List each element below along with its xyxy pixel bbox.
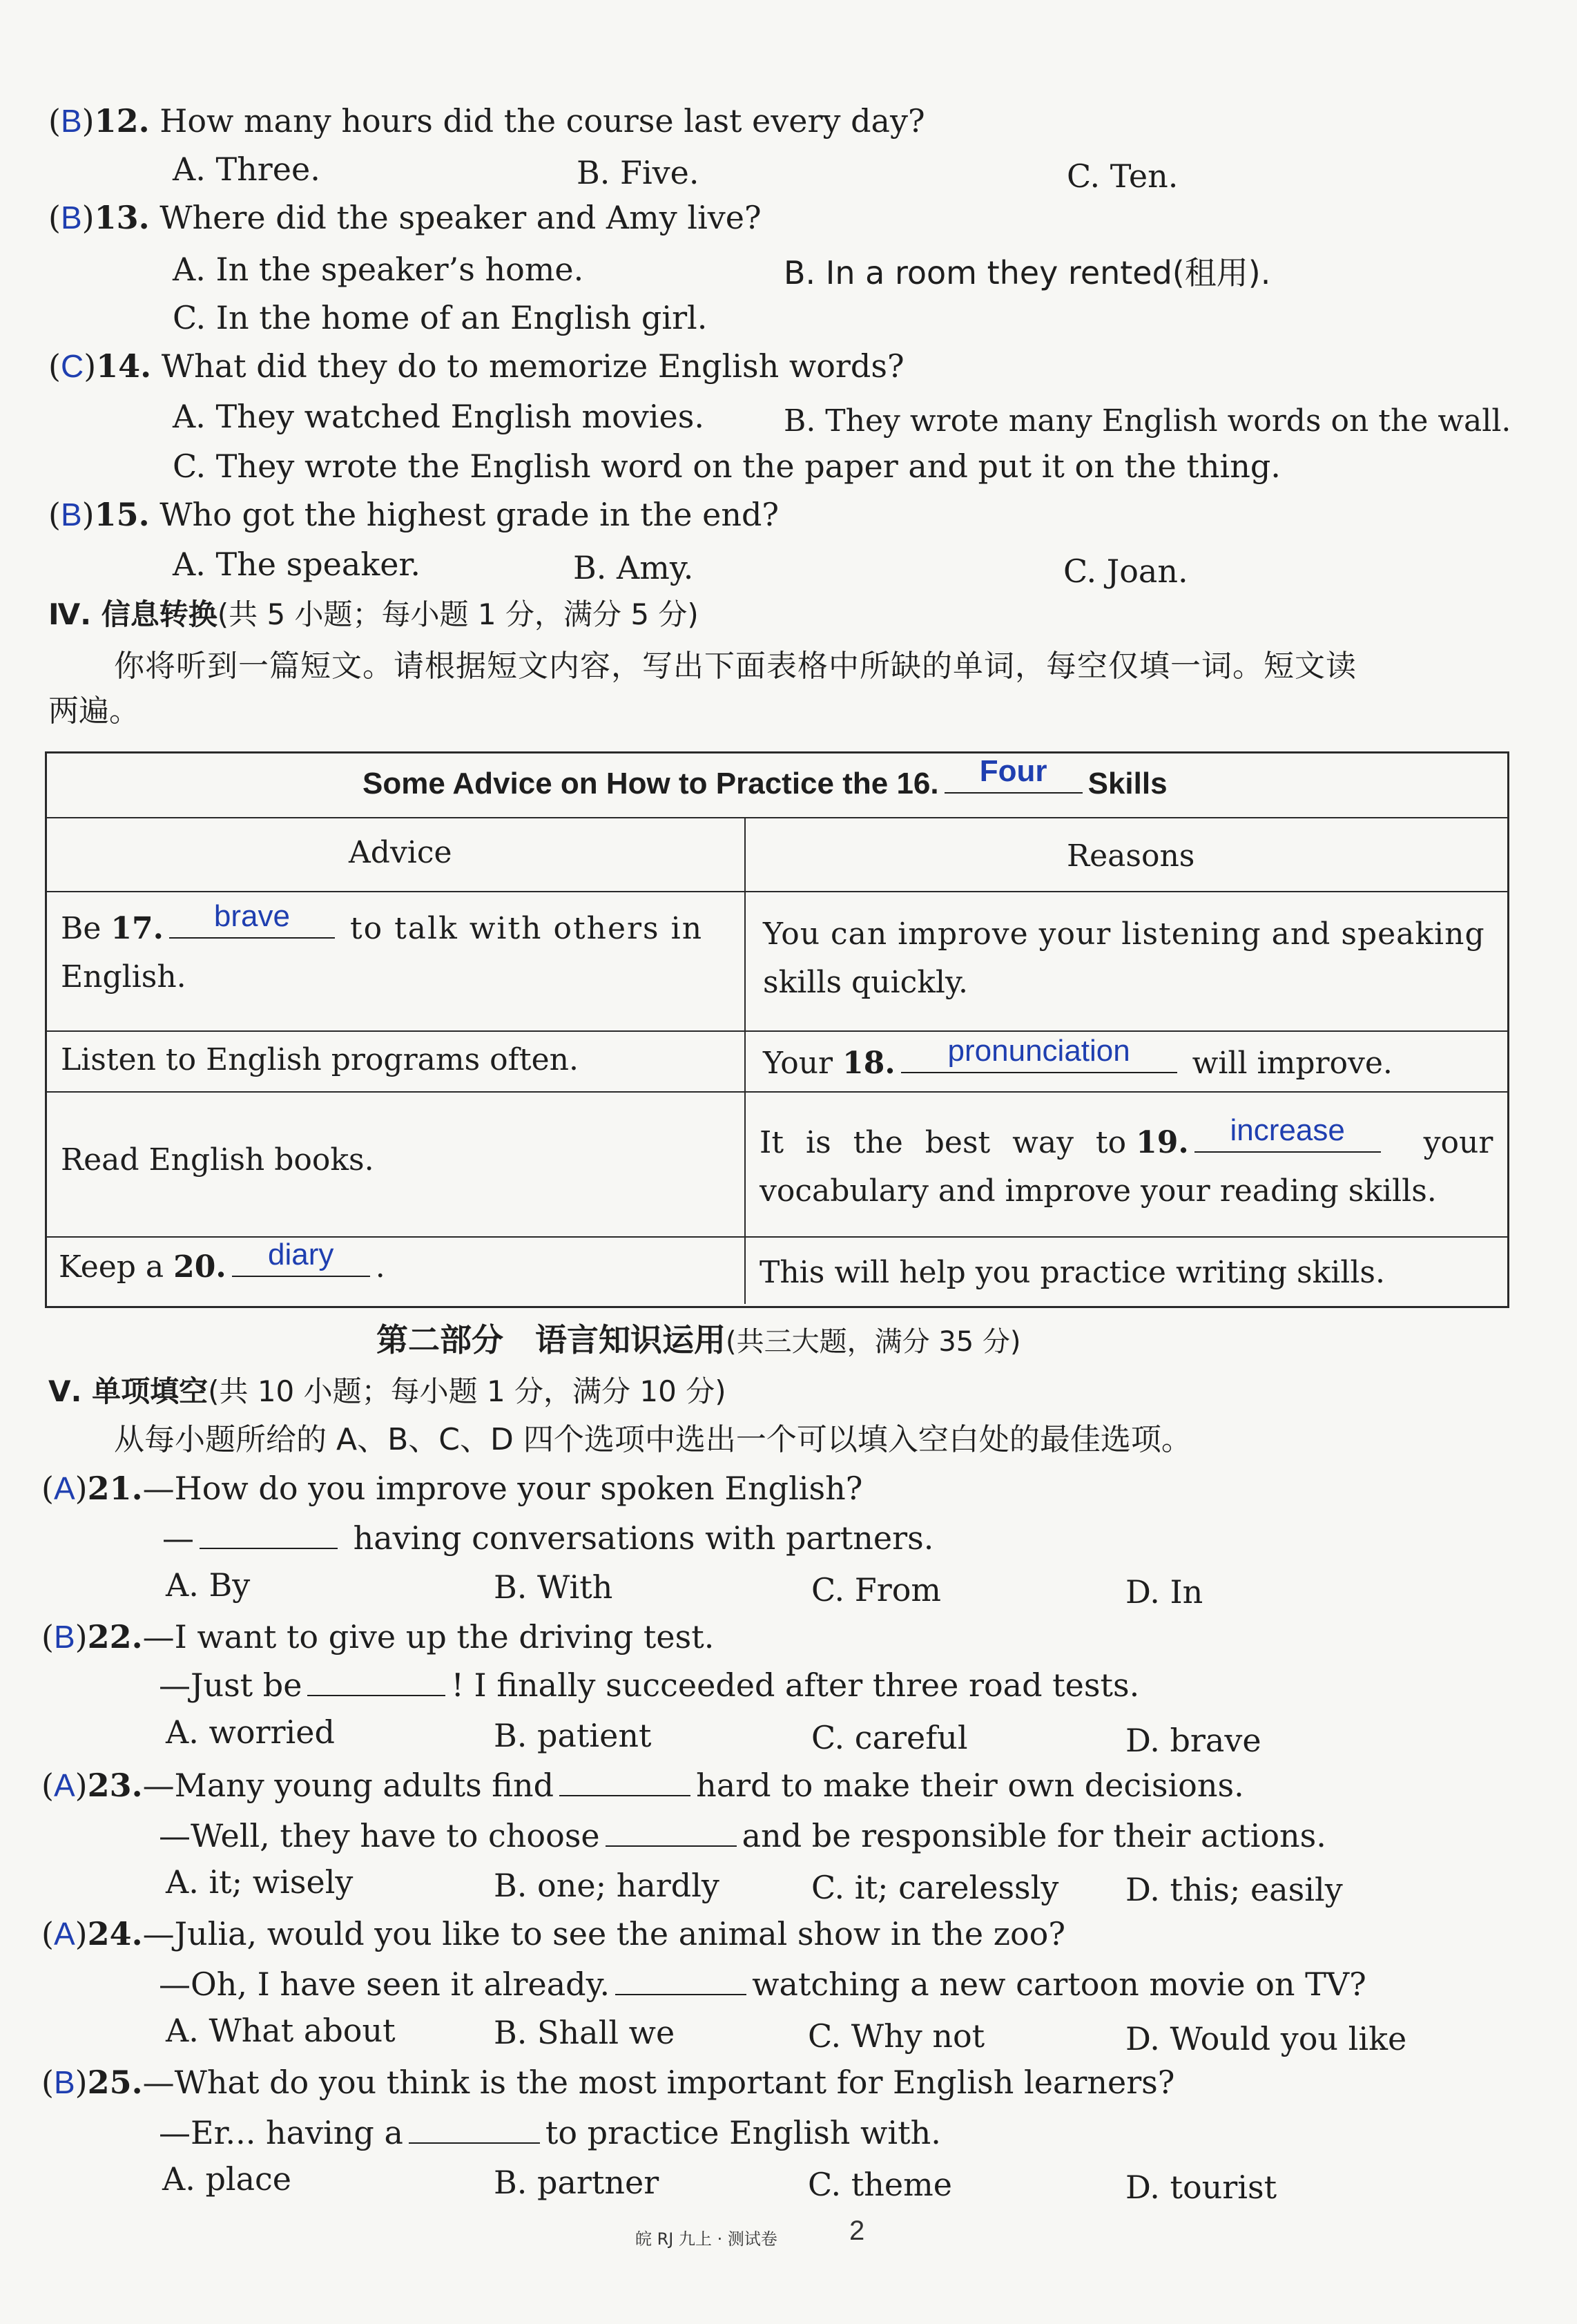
option-b: B. In a room they rented(租用). bbox=[784, 254, 1271, 291]
option-d: D. brave bbox=[1125, 1722, 1261, 1759]
question-text: —How do you improve your spoken English? bbox=[142, 1470, 863, 1507]
row3-advice: Read English books. bbox=[61, 1142, 374, 1178]
row1-advice-cont: English. bbox=[61, 959, 186, 995]
question-23-reply bbox=[159, 1815, 1326, 1856]
option-b: B. one; hardly bbox=[494, 1867, 719, 1904]
row2-advice: Listen to English programs often. bbox=[61, 1042, 579, 1077]
part-title: 第二部分 语言知识运用 bbox=[376, 1321, 726, 1358]
answer-17: brave bbox=[213, 899, 290, 933]
question-number: 23. bbox=[87, 1767, 143, 1804]
question-text: —Many young adults find bbox=[142, 1767, 554, 1804]
question-text: —I want to give up the driving test. bbox=[142, 1618, 715, 1655]
answer-16: Four bbox=[979, 754, 1047, 788]
section-5-heading bbox=[48, 1371, 726, 1412]
table-divider bbox=[45, 1091, 1507, 1093]
question-text: —Oh, I have seen it already. bbox=[159, 1966, 610, 2003]
answer-15: B bbox=[60, 497, 82, 532]
option-a: A. They watched English movies. bbox=[173, 398, 704, 435]
row1-advice bbox=[61, 899, 704, 953]
question-text: having conversations with partners. bbox=[353, 1519, 934, 1557]
question-15: (B)15. Who got the highest grade in the end? bbox=[48, 496, 780, 533]
option-d: D. Would you like bbox=[1125, 2020, 1407, 2057]
section-5-instruction: 从每小题所给的 A、B、C、D 四个选项中选出一个可以填入空白处的最佳选项。 bbox=[114, 1422, 1192, 1457]
option-b: B. With bbox=[494, 1568, 613, 1606]
question-number: 13. bbox=[94, 199, 150, 236]
table-title-text: Skills bbox=[1087, 767, 1168, 800]
question-text: and be responsible for their actions. bbox=[742, 1817, 1326, 1854]
column-header-reasons: Reasons bbox=[1067, 838, 1195, 874]
question-text: Who got the highest grade in the end? bbox=[159, 496, 780, 533]
row1-reason-cont: skills quickly. bbox=[763, 965, 968, 1000]
answer-20: diary bbox=[268, 1238, 334, 1271]
question-21: (A)21.—How do you improve your spoken English? bbox=[41, 1470, 863, 1507]
cell-text: Your bbox=[763, 1046, 833, 1081]
footer-label: 皖 RJ 九上 · 测试卷 bbox=[635, 2229, 777, 2249]
question-text: —Er... having a bbox=[159, 2114, 403, 2151]
cell-text: . bbox=[375, 1249, 385, 1285]
question-text: What did they do to memorize English words? bbox=[161, 347, 904, 385]
table-title-text: Some Advice on How to Practice the 16. bbox=[362, 767, 939, 800]
answer-22: B bbox=[53, 1619, 75, 1655]
question-number: 12. bbox=[94, 102, 150, 140]
answer-25: B bbox=[53, 2064, 75, 2100]
question-14: (C)14. What did they do to memorize English words? bbox=[48, 347, 904, 385]
table-title bbox=[362, 754, 1168, 808]
question-25: (B)25.—What do you think is the most important for English learners? bbox=[41, 2064, 1175, 2101]
row4-reason: This will help you practice writing skills. bbox=[760, 1255, 1385, 1290]
column-header-advice: Advice bbox=[349, 835, 452, 870]
option-b: B. Shall we bbox=[494, 2014, 675, 2051]
advice-table bbox=[45, 751, 1509, 1308]
row3-reason-cont: vocabulary and improve your reading skills. bbox=[760, 1173, 1437, 1209]
option-a: A. worried bbox=[166, 1713, 335, 1751]
answer-24: A bbox=[53, 1916, 75, 1952]
option-b: B. They wrote many English words on the wall. bbox=[784, 403, 1511, 439]
option-c: C. They wrote the English word on the paper and put it on the thing. bbox=[173, 448, 1281, 485]
answer-21: A bbox=[53, 1470, 75, 1506]
blank-number: 19. bbox=[1136, 1125, 1189, 1160]
question-number: 25. bbox=[87, 2064, 143, 2101]
blank-number: 18. bbox=[842, 1046, 896, 1081]
section-4-instruction: 你将听到一篇短文。请根据短文内容，写出下面表格中所缺的单词，每空仅填一词。短文读 bbox=[114, 649, 1357, 684]
question-text: —Julia, would you like to see the animal show in the zoo? bbox=[142, 1915, 1066, 1952]
option-a: A. it; wisely bbox=[166, 1863, 354, 1901]
question-text: ! I finally succeeded after three road tests. bbox=[451, 1667, 1140, 1704]
question-number: 14. bbox=[96, 347, 152, 385]
part-2-heading bbox=[376, 1319, 1021, 1363]
question-22: (B)22.—I want to give up the driving test. bbox=[41, 1618, 715, 1655]
question-number: 24. bbox=[87, 1915, 143, 1952]
row4-advice bbox=[59, 1238, 385, 1291]
row2-reason bbox=[763, 1034, 1393, 1088]
question-25-reply bbox=[159, 2112, 941, 2153]
option-b: B. patient bbox=[494, 1717, 652, 1754]
question-number: 21. bbox=[87, 1470, 143, 1507]
option-d: D. this; easily bbox=[1125, 1871, 1343, 1908]
answer-12: B bbox=[60, 103, 82, 139]
table-divider bbox=[45, 1030, 1507, 1032]
option-a: A. By bbox=[166, 1566, 251, 1604]
option-c: C. From bbox=[811, 1571, 942, 1608]
option-a: A. In the speaker’s home. bbox=[173, 251, 584, 288]
option-c: C. careful bbox=[811, 1719, 968, 1756]
question-13: (B)13. Where did the speaker and Amy live? bbox=[48, 199, 762, 236]
blank-number: 17. bbox=[110, 911, 164, 946]
answer-14: C bbox=[60, 348, 84, 384]
option-c: C. it; carelessly bbox=[811, 1869, 1059, 1906]
page-number: 2 bbox=[849, 2216, 865, 2246]
question-text: Where did the speaker and Amy live? bbox=[159, 199, 762, 236]
section-title: Ⅳ. 信息转换 bbox=[48, 597, 217, 631]
option-c: C. theme bbox=[808, 2166, 952, 2203]
section-title: Ⅴ. 单项填空 bbox=[48, 1374, 209, 1408]
row3-reason bbox=[760, 1113, 1493, 1167]
option-a: A. What about bbox=[166, 2012, 396, 2049]
table-column-divider bbox=[744, 817, 746, 1304]
section-4-instruction-cont: 两遍。 bbox=[48, 693, 139, 729]
section-note: (共 10 小题；每小题 1 分，满分 10 分) bbox=[208, 1374, 726, 1408]
cell-text: Be bbox=[61, 911, 101, 946]
answer-23: A bbox=[53, 1767, 75, 1803]
table-divider bbox=[45, 1236, 1507, 1238]
question-23: (A)23.—Many young adults find hard to make their own decisions. bbox=[41, 1765, 1244, 1806]
option-c: C. In the home of an English girl. bbox=[173, 299, 708, 336]
question-21-reply: — having conversations with partners. bbox=[162, 1517, 933, 1559]
question-text: to practice English with. bbox=[545, 2114, 941, 2151]
cell-text: to talk with others in bbox=[349, 911, 704, 946]
cell-text: your bbox=[1423, 1125, 1493, 1160]
option-c: C. Ten. bbox=[1067, 157, 1179, 195]
question-number: 22. bbox=[87, 1618, 143, 1655]
question-text: How many hours did the course last every day? bbox=[159, 102, 925, 140]
option-c: C. Joan. bbox=[1063, 553, 1188, 590]
option-a: A. Three. bbox=[173, 151, 320, 188]
question-text: watching a new cartoon movie on TV? bbox=[752, 1966, 1366, 2003]
answer-19: increase bbox=[1230, 1113, 1345, 1147]
question-text: hard to make their own decisions. bbox=[696, 1767, 1244, 1804]
blank-number: 20. bbox=[173, 1249, 226, 1285]
option-b: B. partner bbox=[494, 2164, 659, 2201]
question-text: —Well, they have to choose bbox=[159, 1817, 600, 1854]
row1-reason: You can improve your listening and speaking bbox=[763, 916, 1485, 952]
section-4-heading bbox=[48, 594, 699, 635]
cell-text: It is the best way to bbox=[760, 1125, 1127, 1160]
cell-text: will improve. bbox=[1192, 1046, 1393, 1081]
option-a: A. place bbox=[162, 2160, 292, 2198]
answer-13: B bbox=[60, 200, 82, 236]
answer-18: pronunciation bbox=[947, 1034, 1130, 1068]
section-note: (共 5 小题；每小题 1 分，满分 5 分) bbox=[217, 597, 699, 631]
option-d: D. In bbox=[1125, 1573, 1203, 1611]
question-24: (A)24.—Julia, would you like to see the animal show in the zoo? bbox=[41, 1915, 1066, 1952]
option-a: A. The speaker. bbox=[173, 546, 420, 583]
option-d: D. tourist bbox=[1125, 2169, 1277, 2206]
question-text: —What do you think is the most important for English learners? bbox=[142, 2064, 1175, 2101]
table-divider bbox=[45, 891, 1507, 892]
question-text: —Just be bbox=[159, 1667, 302, 1704]
question-number: 15. bbox=[94, 496, 150, 533]
question-12: (B)12. How many hours did the course last every day? bbox=[48, 102, 925, 140]
option-b: B. Amy. bbox=[573, 549, 694, 586]
cell-text: Keep a bbox=[59, 1249, 164, 1285]
question-24-reply bbox=[159, 1963, 1366, 2005]
table-divider bbox=[45, 817, 1507, 818]
part-note: (共三大题，满分 35 分) bbox=[726, 1326, 1021, 1358]
option-b: B. Five. bbox=[577, 154, 699, 191]
question-22-reply bbox=[159, 1664, 1139, 1706]
option-c: C. Why not bbox=[808, 2017, 985, 2055]
